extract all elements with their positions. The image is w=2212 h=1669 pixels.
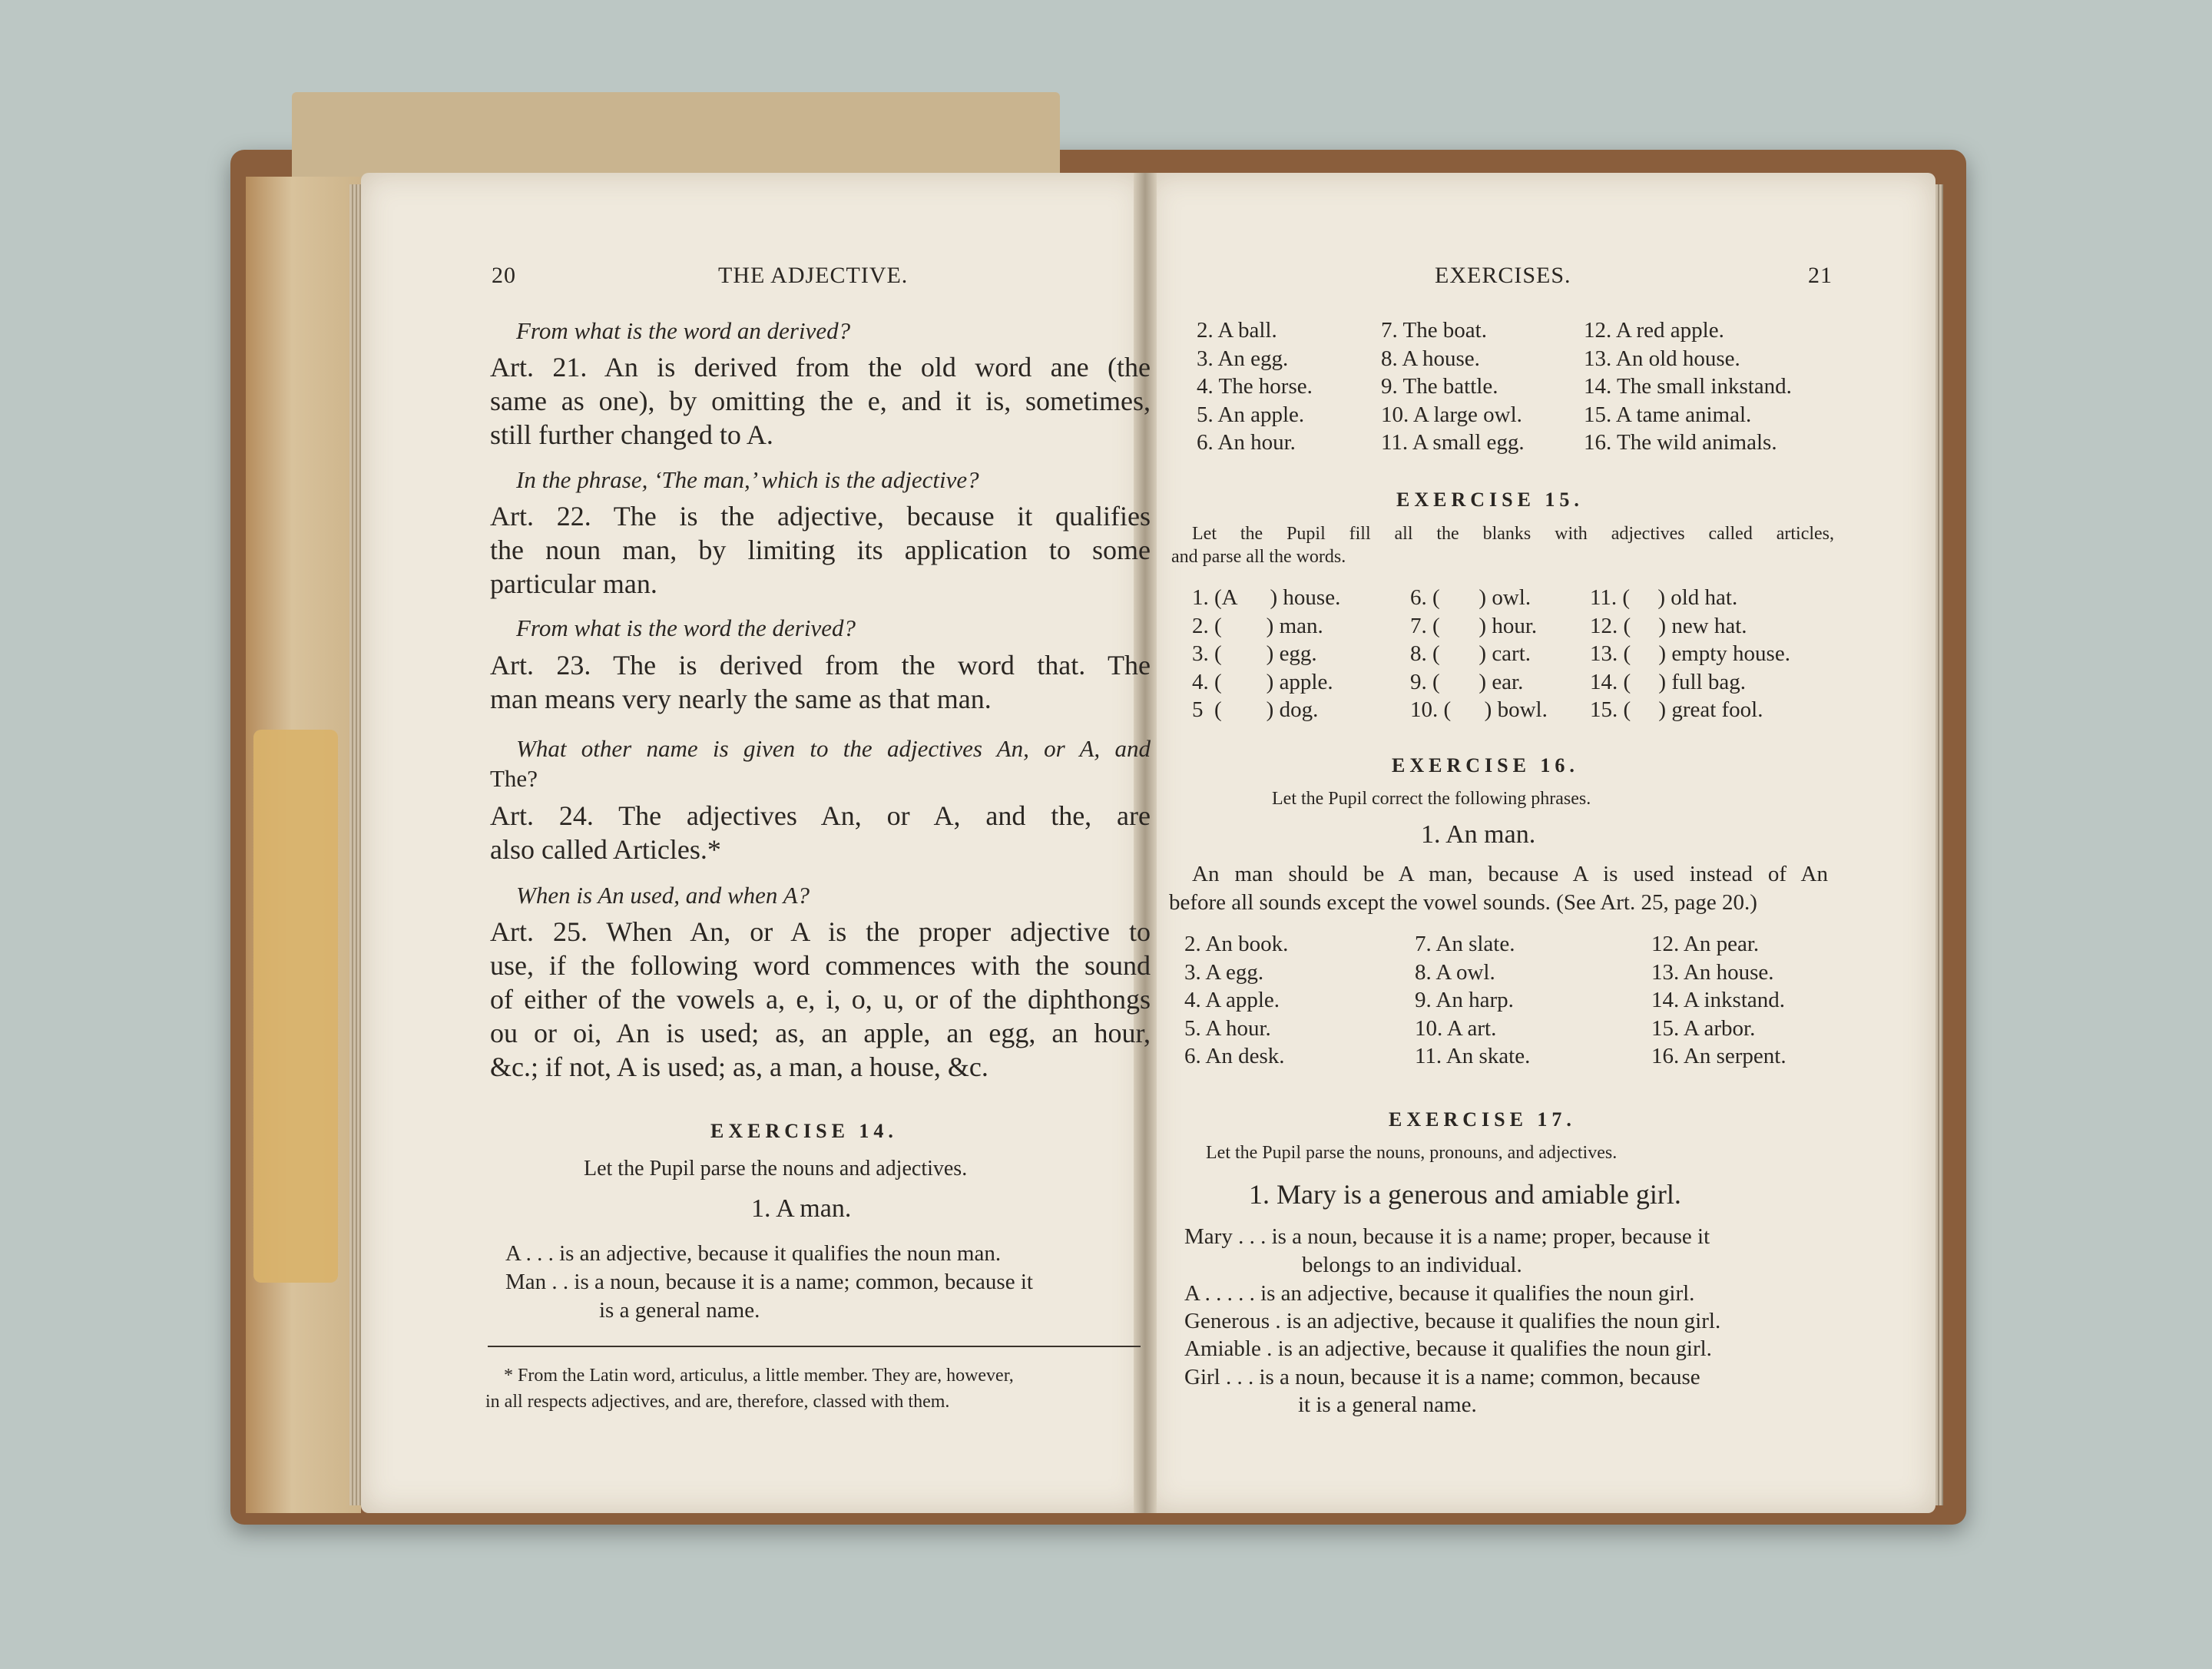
blank-item: 14. ( ) full bag. <box>1590 669 1746 694</box>
article-25-line-2: use, if the following word commences with the sound <box>490 950 1151 981</box>
left-running-head: THE ADJECTIVE. <box>718 263 909 288</box>
question-1: From what is the word an derived? <box>516 317 851 344</box>
correction-item: 9. An harp. <box>1415 988 1514 1012</box>
question-4-line-1: What other name is given to the adjectives An, or A, and <box>516 735 1151 762</box>
right-page-number: 21 <box>1808 263 1833 288</box>
article-24-line-2: also called Articles.* <box>490 834 721 865</box>
exercise-16-heading: EXERCISE 16. <box>1392 754 1579 777</box>
correction-item: 4. A apple. <box>1184 988 1280 1012</box>
exercise-17-heading: EXERCISE 17. <box>1389 1108 1576 1131</box>
torn-spine <box>292 92 1060 184</box>
blank-item: 12. ( ) new hat. <box>1590 613 1747 638</box>
blank-item: 8. ( ) cart. <box>1410 641 1532 666</box>
footnote-rule <box>488 1346 1141 1347</box>
exercise-item: 15. A tame animal. <box>1584 402 1752 427</box>
article-25-line-4: ou or oi, An is used; as, an apple, an egg, an hour, <box>490 1018 1151 1048</box>
question-3: From what is the word the derived? <box>516 614 856 641</box>
blank-item: 4. ( ) apple. <box>1192 669 1333 694</box>
right-running-head: EXERCISES. <box>1435 263 1571 288</box>
exercise-item: 3. An egg. <box>1197 346 1289 371</box>
correction-item: 7. An slate. <box>1415 932 1515 956</box>
exercise-item: 8. A house. <box>1381 346 1480 371</box>
exercise-item: 14. The small inkstand. <box>1584 374 1792 399</box>
correction-item: 13. An house. <box>1651 959 1774 985</box>
article-21-line-1: Art. 21. An is derived from the old word ane (the <box>490 352 1151 382</box>
exercise-item: 2. A ball. <box>1197 318 1277 343</box>
exercise-14-parse-line-2: Man . . is a noun, because it is a name; common, because it <box>505 1270 1033 1294</box>
exercise-list-col-1 <box>1197 316 1313 457</box>
article-25-line-1: Art. 25. When An, or A is the proper adjective to <box>490 916 1151 947</box>
correction-item: 3. A egg. <box>1184 959 1264 985</box>
exercise-list-col-2 <box>1381 316 1525 457</box>
exercise-item: 10. A large owl. <box>1381 402 1522 427</box>
question-5: When is An used, and when A? <box>516 882 810 909</box>
exercise-15-instruction-line-1: Let the Pupil fill all the blanks with adjectives called articles, <box>1192 524 1834 544</box>
blank-item: 2. ( ) man. <box>1192 613 1323 638</box>
exercise-16-note-line-2: before all sounds except the vowel sounds. (See Art. 25, page 20.) <box>1169 890 1757 915</box>
correction-item: 8. A owl. <box>1415 959 1495 985</box>
article-23-line-1: Art. 23. The is derived from the word that. The <box>490 650 1151 681</box>
exercise-17-parse-line-5: Amiable . is an adjective, because it qualifies the noun girl. <box>1184 1336 1712 1361</box>
exercise-16-col-2 <box>1415 930 1530 1071</box>
exercise-16-example: 1. An man. <box>1421 820 1536 849</box>
exercise-17-parse-line-1: Mary . . . is a noun, because it is a name; proper, because it <box>1184 1224 1710 1249</box>
exercise-14-heading: EXERCISE 14. <box>710 1120 898 1142</box>
question-4-line-2: The? <box>490 765 538 792</box>
article-23-line-2: man means very nearly the same as that man. <box>490 684 992 714</box>
exercise-14-example: 1. A man. <box>751 1194 852 1223</box>
exercise-item: 5. An apple. <box>1197 402 1305 427</box>
correction-item: 15. A arbor. <box>1651 1015 1756 1041</box>
article-24-line-1: Art. 24. The adjectives An, or A, and the, are <box>490 800 1151 831</box>
article-22-line-3: particular man. <box>490 568 657 599</box>
blank-item: 10. ( ) bowl. <box>1410 697 1548 722</box>
footnote-line-2: in all respects adjectives, and are, therefore, classed with them. <box>485 1392 950 1412</box>
exercise-14-parse-line-1: A . . . is an adjective, because it qualifies the noun man. <box>505 1241 1002 1266</box>
correction-item: 11. An skate. <box>1415 1044 1531 1068</box>
blank-item: 15. ( ) great fool. <box>1590 697 1763 722</box>
exercise-item: 4. The horse. <box>1197 374 1313 399</box>
exercise-16-col-1 <box>1184 930 1288 1071</box>
correction-item: 14. A inkstand. <box>1651 988 1786 1012</box>
exercise-16-note-line-1: An man should be A man, because A is used instead of An <box>1192 862 1828 886</box>
exercise-15-instruction-line-2: and parse all the words. <box>1171 547 1346 567</box>
exercise-15-heading: EXERCISE 15. <box>1396 488 1584 511</box>
article-25-line-5: &c.; if not, A is used; as, a man, a house, &c. <box>490 1051 988 1082</box>
blank-item: 9. ( ) ear. <box>1410 669 1524 694</box>
exercise-item: 9. The battle. <box>1381 374 1498 399</box>
exercise-17-parse-line-6: Girl . . . is a noun, because it is a name; common, because <box>1184 1365 1700 1389</box>
exercise-14-instruction: Let the Pupil parse the nouns and adjectives. <box>584 1157 968 1181</box>
correction-item: 16. An serpent. <box>1651 1044 1786 1068</box>
exercise-15-col-2 <box>1410 584 1548 724</box>
exercise-17-instruction: Let the Pupil parse the nouns, pronouns, and adjectives. <box>1206 1143 1618 1163</box>
blank-item: 1. (A ) house. <box>1192 585 1341 610</box>
correction-item: 12. An pear. <box>1651 932 1760 956</box>
exercise-16-col-3 <box>1651 930 1786 1071</box>
exercise-item: 13. An old house. <box>1584 346 1740 371</box>
exercise-17-parse-line-7: it is a general name. <box>1298 1392 1477 1417</box>
blank-item: 3. ( ) egg. <box>1192 641 1317 666</box>
article-22-line-1: Art. 22. The is the adjective, because it qualifies <box>490 501 1151 531</box>
blank-item: 11. ( ) old hat. <box>1590 585 1738 610</box>
exercise-item: 6. An hour. <box>1197 430 1296 455</box>
article-25-line-3: of either of the vowels a, e, i, o, u, or of the diphthongs <box>490 984 1151 1015</box>
exercise-17-example: 1. Mary is a generous and amiable girl. <box>1249 1179 1681 1210</box>
correction-item: 2. An book. <box>1184 932 1289 956</box>
article-21-line-3: still further changed to A. <box>490 419 773 450</box>
blank-item: 5 ( ) dog. <box>1192 697 1319 722</box>
exercise-15-col-1 <box>1192 584 1340 724</box>
exercise-item: 11. A small egg. <box>1381 430 1525 455</box>
correction-item: 10. A art. <box>1415 1015 1497 1041</box>
exercise-15-col-3 <box>1590 584 1790 724</box>
blank-item: 6. ( ) owl. <box>1410 585 1532 610</box>
blank-item: 13. ( ) empty house. <box>1590 641 1790 666</box>
question-2: In the phrase, ‘The man,’ which is the adjective? <box>516 466 979 493</box>
exercise-17-parse-line-3: A . . . . . is an adjective, because it qualifies the noun girl. <box>1184 1281 1695 1306</box>
exercise-17-parse-line-2: belongs to an individual. <box>1302 1253 1522 1277</box>
exercise-17-parse-line-4: Generous . is an adjective, because it qualifies the noun girl. <box>1184 1309 1721 1333</box>
exercise-list-col-3 <box>1584 316 1792 457</box>
left-page-number: 20 <box>492 263 516 288</box>
correction-item: 5. A hour. <box>1184 1015 1271 1041</box>
exercise-14-parse-line-3: is a general name. <box>599 1298 760 1323</box>
exercise-16-instruction: Let the Pupil correct the following phrases. <box>1272 789 1591 809</box>
exercise-item: 16. The wild animals. <box>1584 430 1777 455</box>
exercise-item: 12. A red apple. <box>1584 318 1724 343</box>
article-21-line-2: same as one), by omitting the e, and it is, sometimes, <box>490 386 1151 416</box>
footnote-line-1: * From the Latin word, articulus, a little member. They are, however, <box>504 1366 1014 1386</box>
exercise-item: 7. The boat. <box>1381 318 1487 343</box>
correction-item: 6. An desk. <box>1184 1044 1285 1068</box>
article-22-line-2: the noun man, by limiting its application to some <box>490 535 1151 565</box>
tape-residue <box>253 730 338 1283</box>
blank-item: 7. ( ) hour. <box>1410 613 1538 638</box>
